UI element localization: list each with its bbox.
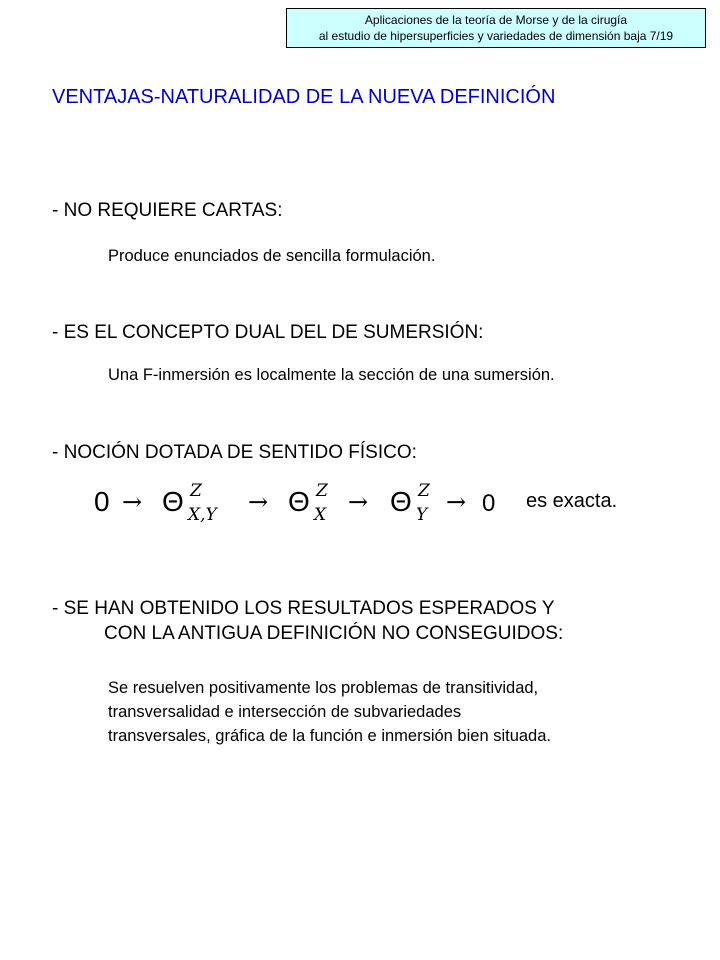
section-heading-dual: - ES EL CONCEPTO DUAL DEL DE SUMERSIÓN: <box>52 322 484 343</box>
formula-zero-right: 0 <box>482 490 496 517</box>
formula-arrow-1: → <box>122 488 143 516</box>
body-line-1: Se resuelven positivamente los problemas de transitividad, <box>108 679 539 697</box>
formula-sup-z-3: Z <box>418 481 430 501</box>
header-line-1: Aplicaciones de la teoría de Morse y de la cirugía <box>364 13 628 27</box>
section-body-dual: Una F-inmersión es localmente la sección de una sumersión. <box>108 366 555 384</box>
formula-sub-y: Y <box>416 505 428 525</box>
section-heading-no-cartas: - NO REQUIERE CARTAS: <box>52 200 283 221</box>
section-heading-resultados-line-1: - SE HAN OBTENIDO LOS RESULTADOS ESPERADOS Y <box>52 598 555 619</box>
body-line-3: transversales, gráfica de la función e inmersión bien situada. <box>108 727 551 745</box>
formula-theta-2: Θ <box>288 486 310 517</box>
section-heading-sentido-fisico: - NOCIÓN DOTADA DE SENTIDO FÍSICO: <box>52 442 417 463</box>
formula-arrow-2: → <box>248 488 269 516</box>
section-heading-resultados <box>52 596 563 646</box>
formula-sub-xy: X,Y <box>188 505 217 525</box>
section-body-no-cartas: Produce enunciados de sencilla formulación. <box>108 247 436 265</box>
exact-sequence-formula <box>92 478 512 528</box>
formula-sup-z-1: Z <box>190 481 202 501</box>
section-body-resultados <box>108 676 551 748</box>
formula-arrow-4: → <box>446 488 467 516</box>
section-heading-resultados-line-2: CON LA ANTIGUA DEFINICIÓN NO CONSEGUIDOS: <box>104 623 564 644</box>
formula-zero-left: 0 <box>94 486 110 517</box>
formula-sup-z-2: Z <box>316 481 328 501</box>
formula-arrow-3: → <box>348 488 369 516</box>
formula-theta-3: Θ <box>390 486 412 517</box>
body-line-2: transversalidad e intersección de subvariedades <box>108 703 462 721</box>
slide-title: VENTAJAS-NATURALIDAD DE LA NUEVA DEFINICIÓN <box>52 86 556 108</box>
slide-header <box>286 8 706 48</box>
formula-theta-1: Θ <box>162 486 184 517</box>
formula-suffix: es exacta. <box>526 490 618 512</box>
header-line-2: al estudio de hipersuperficies y variedades de dimensión baja 7/19 <box>318 29 674 43</box>
formula-sub-x: X <box>314 505 327 525</box>
